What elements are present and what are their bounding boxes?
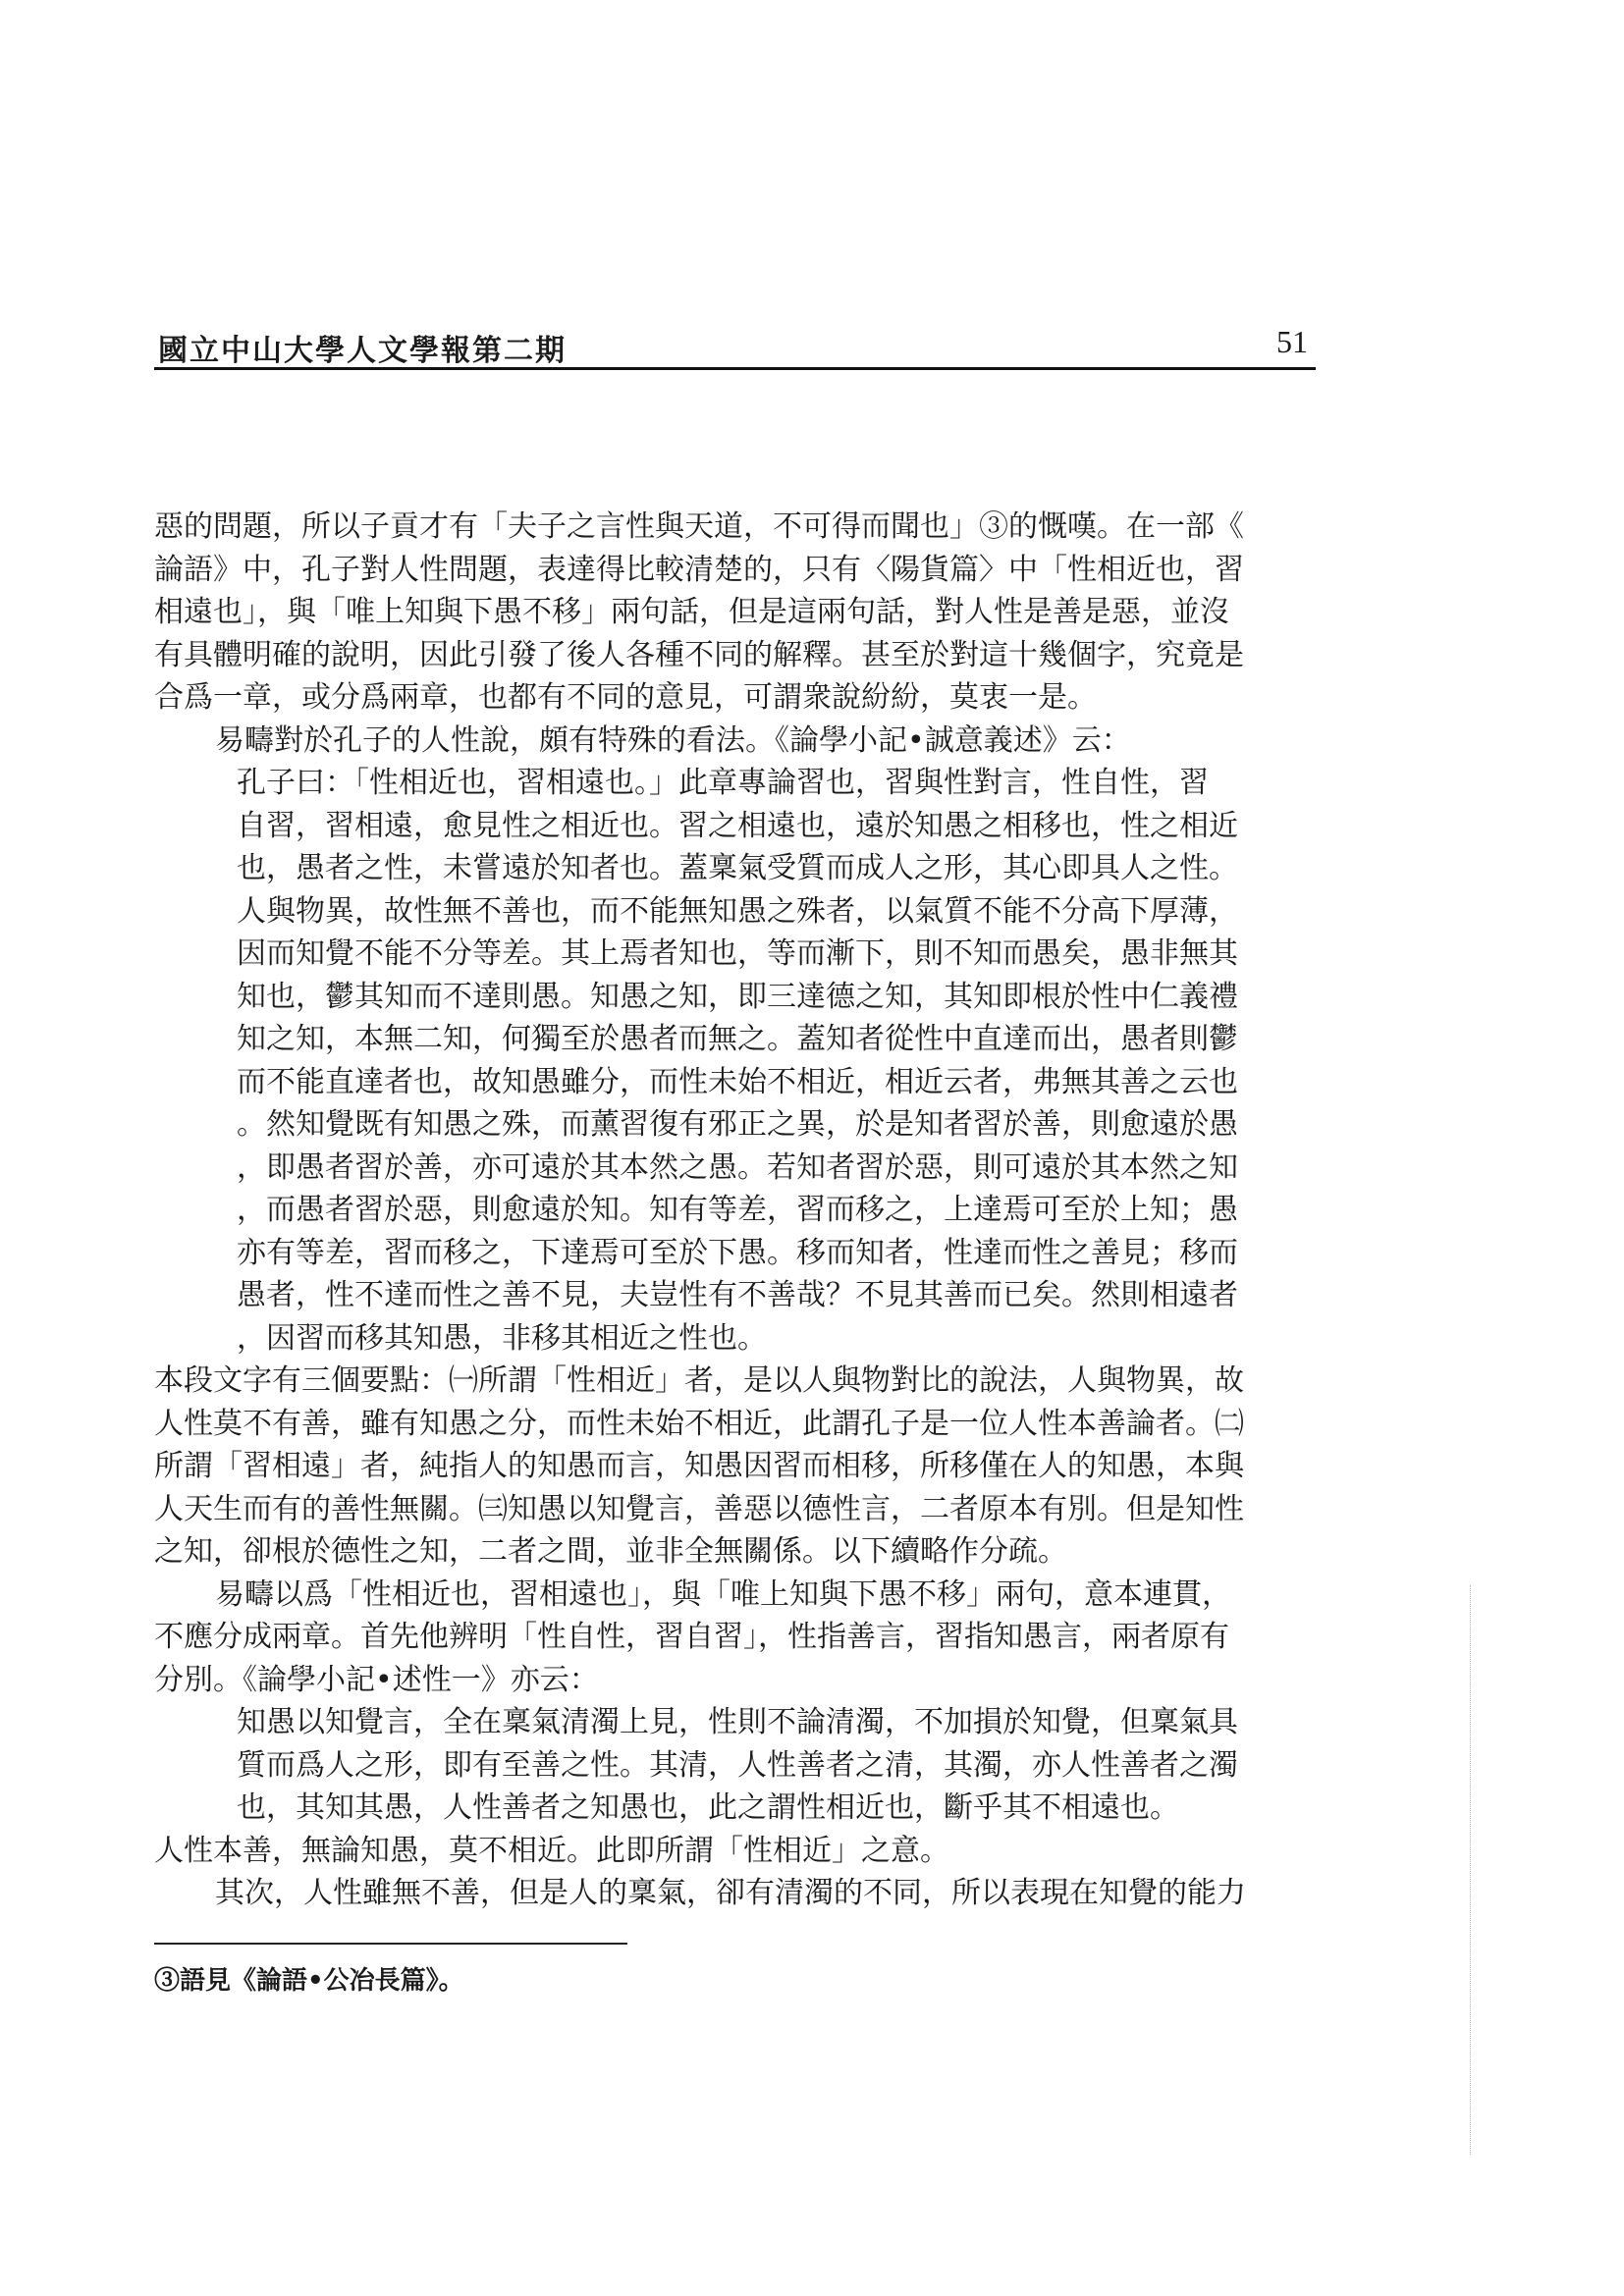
text-line: 有具體明確的說明，因此引發了後人各種不同的解釋。甚至於對這十幾個字，究竟是 (154, 637, 1244, 672)
text-line: 所謂「習相遠」者，純指人的知愚而言，知愚因習而相移，所移僅在人的知愚，本與 (154, 1449, 1244, 1483)
running-header (154, 320, 1316, 370)
quote-line: 自習，習相遠，愈見性之相近也。習之相遠也，遠於知愚之相移也，性之相近 (237, 808, 1238, 843)
text-line: 人天生而有的善性無關。㈢知愚以知覺言，善惡以德性言，二者原本有別。但是知性 (154, 1491, 1244, 1526)
paragraph-6 (154, 1872, 1246, 1915)
body-text (154, 506, 1246, 1915)
quote-line: 也，其知其愚，人性善者之知愚也，此之謂性相近也，斷乎其不相遠也。 (237, 1790, 1179, 1825)
quote-line: ，而愚者習於惡，則愈遠於知。知有等差，習而移之，上達焉可至於上知；愚 (237, 1193, 1238, 1227)
footnote: ③語見《論語•公冶長篇》。 (154, 1966, 464, 1996)
quote-line: 質而爲人之形，即有至善之性。其清，人性善者之清，其濁，亦人性善者之濁 (237, 1747, 1238, 1783)
page-number: 51 (1276, 324, 1308, 359)
quote-line: ，即愚者習於善，亦可遠於其本然之愚。若知者習於惡，則可遠於其本然之知 (237, 1149, 1238, 1185)
quote-line: 。然知覺既有知愚之殊，而薰習復有邪正之異，於是知者習於善，則愈遠於愚 (237, 1107, 1238, 1142)
text-line: 易疇對於孔子的人性說，頗有特殊的看法。《論學小記•誠意義述》云： (215, 722, 1131, 758)
quote-line: 而不能直達者也，故知愚雖分，而性未始不相近，相近云者，弗無其善之云也 (237, 1064, 1238, 1099)
paragraph-2 (154, 720, 1234, 763)
paragraph-1 (154, 506, 1244, 720)
journal-title: 國立中山大學人文學報第二期 (158, 334, 567, 368)
text-line: 論語》中，孔子對人性問題，表達得比較清楚的，只有〈陽貨篇〉中「性相近也，習 (154, 552, 1244, 587)
quote-line: 也，愚者之性，未嘗遠於知者也。蓋稟氣受質而成人之形，其心即具人之性。 (237, 851, 1238, 885)
quote-line: ，因習而移其知愚，非移其相近之性也。 (237, 1320, 767, 1356)
block-quote-2 (154, 1701, 1238, 1830)
quote-line: 知之知，本無二知，何獨至於愚者而無之。蓋知者從性中直達而出，愚者則鬱 (237, 1022, 1238, 1056)
quote-line: 孔子曰：「性相近也，習相遠也。」此章專論習也，習與性對言，性自性，習 (237, 766, 1209, 800)
quote-line: 愚者，性不達而性之善不見，夫豈性有不善哉？不見其善而已矣。然則相遠者 (237, 1278, 1238, 1312)
text-line: 易疇以爲「性相近也，習相遠也」，與「唯上知與下愚不移」兩句，意本連貫， (215, 1576, 1231, 1612)
text-line: 之知，卻根於德性之知，二者之間，並非全無關係。以下續略作分疏。 (154, 1534, 1067, 1569)
quote-line: 因而知覺不能不分等差。其上焉者知也，等而漸下，則不知而愚矣，愚非無其 (237, 936, 1238, 971)
quote-line: 人與物異，故性無不善也，而不能無知愚之殊者，以氣質不能不分高下厚薄， (237, 893, 1238, 929)
text-line: 分別。《論學小記•述性一》亦云： (154, 1662, 599, 1697)
text-line: 本段文字有三個要點：㈠所謂「性相近」者，是以人與物對比的說法，人與物異，故 (154, 1363, 1244, 1398)
text-line: 其次，人性雖無不善，但是人的稟氣，卻有清濁的不同，所以表現在知覺的能力 (215, 1876, 1246, 1910)
text-line: 人性本善，無論知愚，莫不相近。此即所謂「性相近」之意。 (154, 1833, 949, 1868)
scan-edge-artifact (1470, 1585, 1471, 2155)
text-line: 不應分成兩章。首先他辨明「性自性，習自習」，性指善言，習指知愚言，兩者原有 (154, 1620, 1229, 1654)
paragraph-5 (154, 1830, 1234, 1873)
quote-line: 亦有等差，習而移之，下達焉可至於下愚。移而知者，性達而性之善見；移而 (237, 1235, 1238, 1270)
block-quote-1 (154, 762, 1238, 1360)
paragraph-4 (154, 1574, 1234, 1702)
text-line: 相遠也」，與「唯上知與下愚不移」兩句話，但是這兩句話，對人性是善是惡，並沒 (154, 595, 1229, 629)
text-line: 惡的問題，所以子貢才有「夫子之言性與天道，不可得而聞也」③的慨嘆。在一部《 (154, 509, 1244, 544)
text-line: 合爲一章，或分爲兩章，也都有不同的意見，可謂衆說紛紛，莫衷一是。 (154, 680, 1097, 715)
quote-line: 知也，鬱其知而不達則愚。知愚之知，即三達德之知，其知即根於性中仁義禮 (237, 979, 1238, 1014)
paragraph-3 (154, 1360, 1244, 1574)
text-line: 人性莫不有善，雖有知愚之分，而性未始不相近，此謂孔子是一位人性本善論者。㈡ (154, 1406, 1244, 1441)
quote-line: 知愚以知覺言，全在稟氣清濁上見，性則不論清濁，不加損於知覺，但稟氣具 (237, 1705, 1238, 1739)
footnote-divider (154, 1943, 627, 1945)
